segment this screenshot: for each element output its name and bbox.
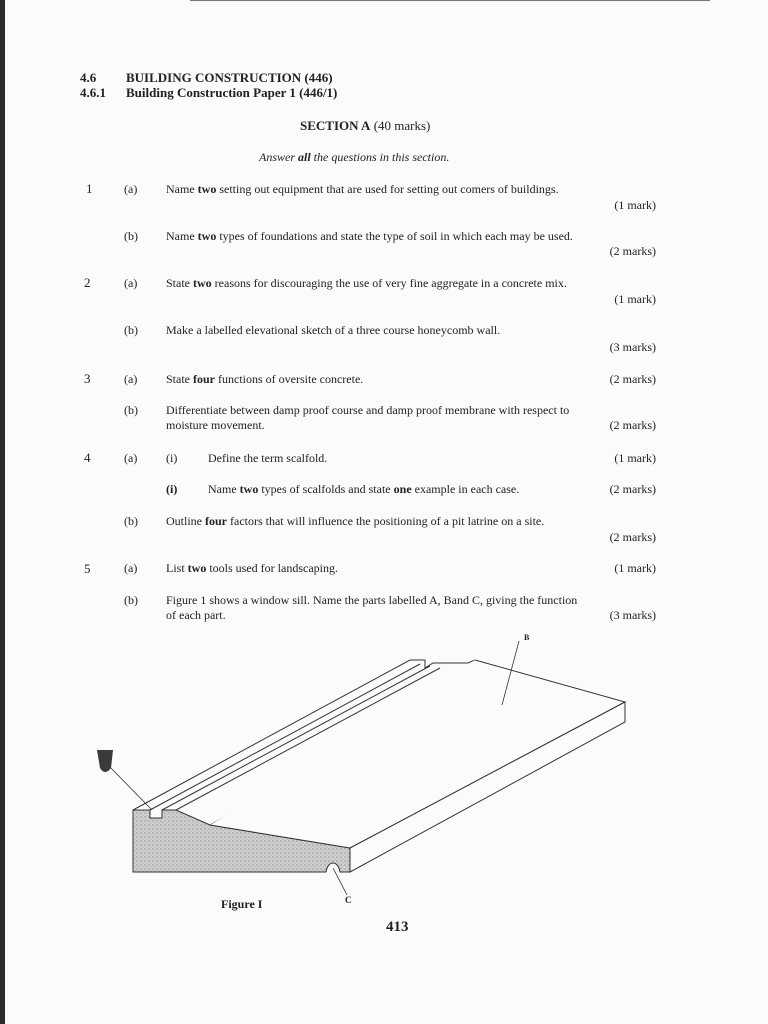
label-a: A	[101, 756, 108, 766]
part-label: (a)	[124, 276, 138, 290]
part-label: (b)	[124, 514, 138, 528]
question-number: 4	[84, 450, 91, 465]
window-sill-figure	[0, 620, 768, 940]
part-label: (a)	[124, 561, 138, 575]
marks: (3 marks)	[609, 608, 656, 622]
sub-label: (i)	[166, 451, 178, 465]
leader-a	[108, 765, 152, 810]
page-number: 413	[386, 919, 409, 935]
part-label: (a)	[124, 182, 138, 196]
section-title-bold: SECTION A	[300, 118, 371, 133]
instruction-post: the questions in this section.	[310, 150, 450, 164]
marks: (1 mark)	[614, 198, 656, 212]
question-text: Define the term scalfold.	[208, 451, 328, 465]
part-label: (b)	[124, 323, 138, 337]
scan-top-line	[190, 0, 710, 1]
question-text: Name two setting out equipment that are used for setting out comers of buildings.	[166, 182, 559, 196]
label-c: C	[345, 895, 352, 905]
question-text: State two reasons for discouraging the use of very fine aggregate in a concrete mix.	[166, 276, 567, 290]
marks: (2 marks)	[609, 482, 656, 496]
marks: (2 marks)	[609, 244, 656, 258]
marks: (3 marks)	[609, 340, 656, 354]
section-title	[300, 118, 430, 134]
instruction-pre: Answer	[259, 150, 298, 164]
question-text: Make a labelled elevational sketch of a three course honeycomb wall.	[166, 323, 501, 337]
section-instruction	[259, 150, 449, 165]
header-num-1: 4.6	[80, 70, 97, 85]
marks: (1 mark)	[614, 292, 656, 306]
question-text-line1: Differentiate between damp proof course and damp proof membrane with respect to	[166, 403, 570, 417]
part-label: (a)	[124, 372, 138, 386]
sub-label: (i)	[166, 482, 178, 496]
question-text-line1: Figure 1 shows a window sill. Name the parts labelled A, Band C, giving the function	[166, 593, 578, 607]
question-text-line2: moisture movement.	[166, 418, 265, 432]
marks: (2 marks)	[609, 372, 656, 386]
part-label: (a)	[124, 451, 138, 465]
question-text: Name two types of scalfolds and state one example in each case.	[208, 482, 520, 496]
section-title-marks: (40 marks)	[373, 118, 431, 133]
instruction-bold: all	[298, 150, 311, 164]
marks: (2 marks)	[609, 530, 656, 544]
label-b: B	[524, 633, 530, 642]
figure-caption: Figure I	[221, 897, 263, 911]
question-text: List two tools used for landscaping.	[166, 561, 338, 575]
question-number: 3	[84, 371, 91, 386]
marks: (1 mark)	[614, 561, 656, 575]
part-label: (b)	[124, 229, 138, 243]
header-num-2: 4.6.1	[80, 85, 106, 100]
header-title-1: BUILDING CONSTRUCTION (446)	[126, 70, 333, 85]
question-text: Outline four factors that will influence the positioning of a pit latrine on a site.	[166, 514, 545, 528]
marks: (2 marks)	[609, 418, 656, 432]
question-number: 1	[86, 181, 93, 196]
question-text: State four functions of oversite concrete.	[166, 372, 364, 386]
header-title-2: Building Construction Paper 1 (446/1)	[126, 85, 338, 100]
question-number: 2	[84, 275, 91, 290]
part-label: (b)	[124, 593, 138, 607]
question-text-line2: of each part.	[166, 608, 226, 622]
question-number: 5	[84, 561, 91, 576]
marks: (1 mark)	[614, 451, 656, 465]
part-label: (b)	[124, 403, 138, 417]
question-text: Name two types of foundations and state the type of soil in which each may be used.	[166, 229, 573, 243]
